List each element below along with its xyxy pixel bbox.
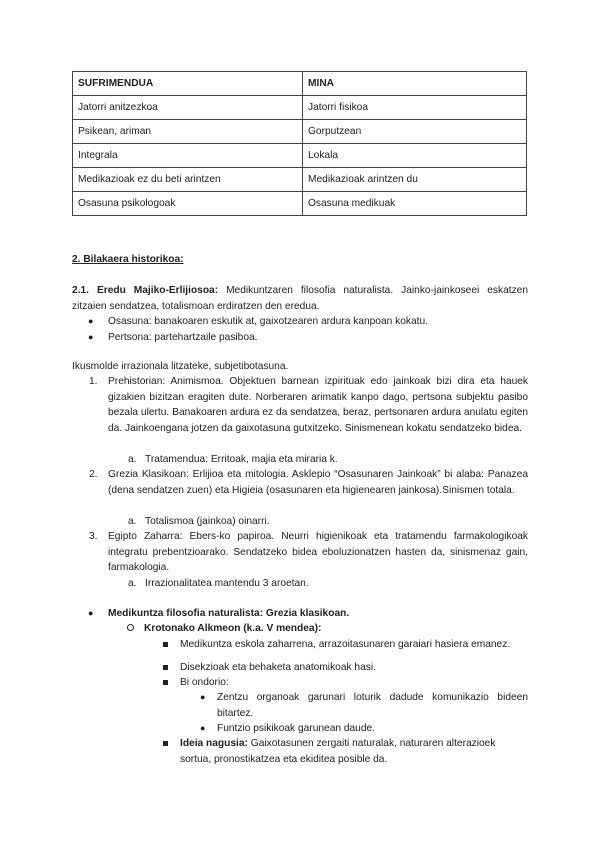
bullet-icon: ● [88,316,94,326]
bold-sub-item: Krotonako Alkmeon (k.a. V mendea): [144,623,322,634]
sub-list-item: Totalismoa (jainkoa) oinarri. [145,516,270,527]
idea-text: Gaixotasunen zergaiti naturalak, naturaren alterazioek sortua, pronostikatzea eta ekiditea posible da. [180,738,496,765]
bullet-icon: ● [200,692,206,702]
table-header-row [73,72,527,96]
intro-paragraph: Ikusmolde irrazionala litzateke, subjetibotasuna. [72,361,289,372]
table-cell: Psikean, ariman [73,120,303,144]
square-item: Medikuntza eskola zaharrena, arrazoitasunaren garaiari hasiera emanez. [180,639,511,650]
table-cell: Lokala [303,144,527,168]
subsection-paragraph [72,283,528,314]
sub-list-marker: a. [128,578,137,589]
bullet-icon: ● [88,332,94,342]
table-header-cell: SUFRIMENDUA [73,72,303,96]
table-cell: Osasuna medikuak [303,192,527,216]
square-bullet-icon [163,660,168,676]
numbered-item: Grezia Klasikoan: Erlijioa eta mitologia. Asklepio “Osasunaren Jainkoak” bi alaba: Panazea (dena sendatzen zuen) eta Higieia (osasunaren eta higienearen jainkosa).Sinismen totala. [108,469,528,496]
comparison-table [72,71,527,216]
sub-list-marker: a. [128,516,137,527]
square-item: Disekzioak eta behaketa anatomikoak hasi. [180,662,376,673]
square-item: Bi ondorio: [180,677,229,688]
dot-item: Funtzio psikikoak garunean daude. [217,723,376,734]
bullet-icon: ● [88,608,94,618]
numbered-item: Prehistorian: Animismoa. Objektuen barnean izpirituak edo jainkoak bizi dira eta hauek gizakien bizitzan eragiten dute. Norberaren arimatik kanpo dago, pertsona subjektu pasibo bezala ulertu. Banakoaren ardura ez da sendatzea, beraz, pertsonaren ardura anulatu egiten da. Jainkoengana jotzen da gaixotasuna gutxitzeko. Sinismenean kokatu sendatzeko bidea. [108,376,528,434]
bold-bullet-item: Medikuntza filosofia naturalista: Grezia klasikoan. [108,608,350,619]
table-cell: Jatorri anitzezkoa [73,96,303,120]
table-cell: Osasuna psikologoak [73,192,303,216]
square-bullet-icon [163,736,168,752]
list-number: 2. [89,469,98,480]
subsection-text: Medikuntzaren filosofia naturalista. Jainko-jainkoseei eskatzen zitzaien sendatzea, totalismoan erdiratzen den eredua. [72,285,528,312]
square-item [180,736,528,767]
list-number: 1. [89,376,98,387]
sub-list-marker: a. [128,454,137,465]
square-bullet-icon [163,675,168,691]
table-cell: Medikazioak arintzen du [303,168,527,192]
table-header-cell: MINA [303,72,527,96]
list-item: Osasuna: banakoaren eskutik at, gaixotzearen ardura kanpoan kokatu. [108,316,428,327]
numbered-item: Egipto Zaharra: Ebers-ko papiroa. Neurri higienikoak eta tratamendu farmakologikoak integratu prebentzioarako. Sendatzeko bidea eboluzionatzen hasten da, sinismenaz gain, farmakologia. [108,531,528,573]
list-number: 3. [89,531,98,542]
table-cell: Gorputzean [303,120,527,144]
bullet-icon: ● [200,723,206,733]
idea-label: Ideia nagusia: [180,738,248,749]
table-cell: Medikazioak ez du beti arintzen [73,168,303,192]
section-heading: 2. Bilakaera historikoa: [72,254,184,265]
table-cell: Jatorri fisikoa [303,96,527,120]
subsection-label: 2.1. Eredu Majiko-Erlijiosoa: [72,285,219,296]
sub-list-item: Tratamendua: Erritoak, majia eta miraria k. [145,454,338,465]
table-row [73,168,527,192]
sub-list-item: Irrazionalitatea mantendu 3 aroetan. [145,578,309,589]
square-bullet-icon [163,637,168,653]
table-row [73,96,527,120]
table-cell: Integrala [73,144,303,168]
table-row [73,192,527,216]
dot-item: Zentzu organoak garunari loturik dadude komunikazio bideen bitartez. [217,692,528,719]
table-row [73,120,527,144]
table-row [73,144,527,168]
list-item: Pertsona: partehartzaile pasiboa. [108,332,258,343]
circle-bullet-icon [127,621,134,637]
